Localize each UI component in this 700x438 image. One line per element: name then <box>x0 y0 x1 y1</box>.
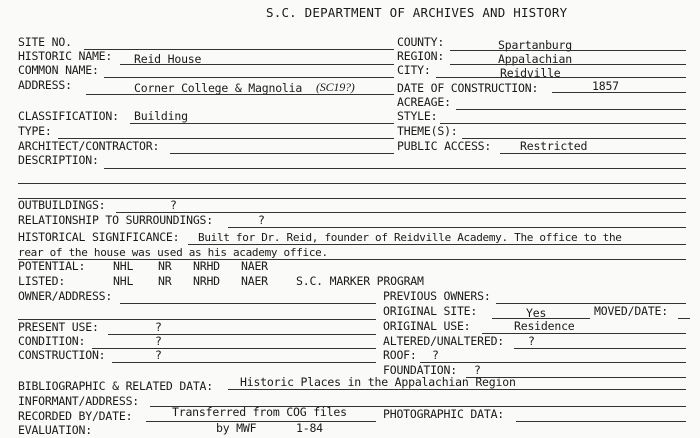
bibliographic-value: Historic Places in the Appalachian Region <box>240 375 516 389</box>
listed-naer: NAER <box>241 274 268 288</box>
description-line-3 <box>18 198 686 199</box>
classification-label: CLASSIFICATION: <box>18 109 119 123</box>
region-label: REGION: <box>397 49 445 63</box>
recorded-by-value: Transferred from COG files <box>172 405 347 419</box>
original-site-value: Yes <box>526 306 547 320</box>
relationship-label: RELATIONSHIP TO SURROUNDINGS: <box>18 213 213 227</box>
address-value: Corner College & Magnolia <box>134 81 303 95</box>
potential-nrhd: NRHD <box>193 259 220 273</box>
common-name-label: COMMON NAME: <box>18 63 99 77</box>
moved-date-line <box>678 318 690 319</box>
region-value: Appalachian <box>498 52 572 66</box>
historic-name-line <box>120 64 394 65</box>
style-label: STYLE: <box>397 109 438 123</box>
form-title: S.C. DEPARTMENT OF ARCHIVES AND HISTORY <box>266 5 568 20</box>
condition-label: CONDITION: <box>18 334 86 348</box>
recorded-by-initials: by MWF <box>216 421 257 435</box>
original-use-line <box>482 333 686 334</box>
roof-label: ROOF: <box>383 348 417 362</box>
description-label: DESCRIPTION: <box>18 153 99 167</box>
architect-label: ARCHITECT/CONTRACTOR: <box>18 139 160 153</box>
potential-nhl: NHL <box>113 259 134 273</box>
present-use-label: PRESENT USE: <box>18 320 99 334</box>
bibliographic-label: BIBLIOGRAPHIC & RELATED DATA: <box>18 379 213 393</box>
type-label: TYPE: <box>18 124 52 138</box>
historic-name-label: HISTORIC NAME: <box>18 49 113 63</box>
public-access-label: PUBLIC ACCESS: <box>397 139 492 153</box>
roof-line <box>420 362 686 363</box>
style-line <box>440 123 686 124</box>
original-site-label: ORIGINAL SITE: <box>383 304 478 318</box>
region-line <box>450 64 686 65</box>
description-line-2 <box>18 183 686 184</box>
relationship-line <box>228 227 686 228</box>
public-access-value: Restricted <box>520 139 588 153</box>
address-label: ADDRESS: <box>18 78 72 92</box>
owner-address-line-2 <box>18 319 376 320</box>
owner-address-line <box>120 303 376 304</box>
altered-label: ALTERED/UNALTERED: <box>383 334 505 348</box>
owner-address-label: OWNER/ADDRESS: <box>18 289 113 303</box>
present-use-value: ? <box>155 320 162 334</box>
condition-line <box>92 348 376 349</box>
potential-nr: NR <box>158 259 172 273</box>
condition-value: ? <box>155 334 162 348</box>
description-line-1 <box>104 168 686 169</box>
sc-marker-program: S.C. MARKER PROGRAM <box>296 274 424 288</box>
acreage-line <box>456 109 686 110</box>
photographic-data-line <box>516 421 686 422</box>
historical-significance-label: HISTORICAL SIGNIFICANCE: <box>18 230 180 244</box>
date-of-construction-label: DATE OF CONSTRUCTION: <box>397 81 539 95</box>
listed-label: LISTED: <box>18 274 66 288</box>
potential-naer: NAER <box>241 259 268 273</box>
address-handwritten-note: (SC19?) <box>316 80 355 94</box>
county-line <box>450 50 686 51</box>
potential-label: POTENTIAL: <box>18 259 86 273</box>
altered-line <box>514 348 686 349</box>
common-name-line <box>104 77 394 78</box>
previous-owners-label: PREVIOUS OWNERS: <box>383 289 491 303</box>
city-line <box>436 77 686 78</box>
bibliographic-line <box>228 389 686 390</box>
recorded-by-line <box>146 421 376 422</box>
city-label: CITY: <box>397 63 431 77</box>
altered-value: ? <box>528 334 535 348</box>
original-use-label: ORIGINAL USE: <box>383 319 471 333</box>
informant-label: INFORMANT/ADDRESS: <box>18 394 140 408</box>
historical-significance-value-1: Built for Dr. Reid, founder of Reidville Academy. The office to the <box>198 231 622 244</box>
moved-date-label: MOVED/DATE: <box>594 304 668 318</box>
architect-line <box>170 153 394 154</box>
county-label: COUNTY: <box>397 35 445 49</box>
outbuildings-label: OUTBUILDINGS: <box>18 198 106 212</box>
public-access-line <box>500 153 686 154</box>
construction-label: CONSTRUCTION: <box>18 348 106 362</box>
photographic-data-label: PHOTOGRAPHIC DATA: <box>383 407 505 421</box>
address-line <box>86 94 394 95</box>
historic-name-value: Reid House <box>134 52 202 66</box>
recorded-date: 1-84 <box>296 421 323 435</box>
construction-value: ? <box>155 348 162 362</box>
acreage-label: ACREAGE: <box>397 95 451 109</box>
listed-nr: NR <box>158 274 172 288</box>
date-of-construction-line <box>552 92 686 93</box>
site-no-line <box>84 49 394 50</box>
relationship-value: ? <box>258 213 265 227</box>
themes-label: THEME(S): <box>397 124 458 138</box>
outbuildings-value: ? <box>170 198 177 212</box>
present-use-line <box>108 334 376 335</box>
foundation-value: ? <box>474 363 481 377</box>
date-of-construction-value: 1857 <box>592 79 619 93</box>
city-value: Reidville <box>500 66 561 80</box>
classification-line <box>130 123 394 124</box>
historical-significance-line-1 <box>188 244 686 245</box>
classification-value: Building <box>134 109 188 123</box>
county-value: Spartanburg <box>498 38 572 52</box>
listed-nrhd: NRHD <box>193 274 220 288</box>
recorded-by-label: RECORDED BY/DATE: <box>18 409 133 423</box>
listed-nhl: NHL <box>113 274 134 288</box>
roof-value: ? <box>432 348 439 362</box>
construction-line <box>112 362 376 363</box>
original-use-value: Residence <box>514 319 575 333</box>
site-no-label: SITE NO. <box>18 35 72 49</box>
evaluation-label: EVALUATION: <box>18 423 92 437</box>
historical-significance-value-2: rear of the house was used as his academy office. <box>18 246 328 259</box>
foundation-label: FOUNDATION: <box>383 363 457 377</box>
